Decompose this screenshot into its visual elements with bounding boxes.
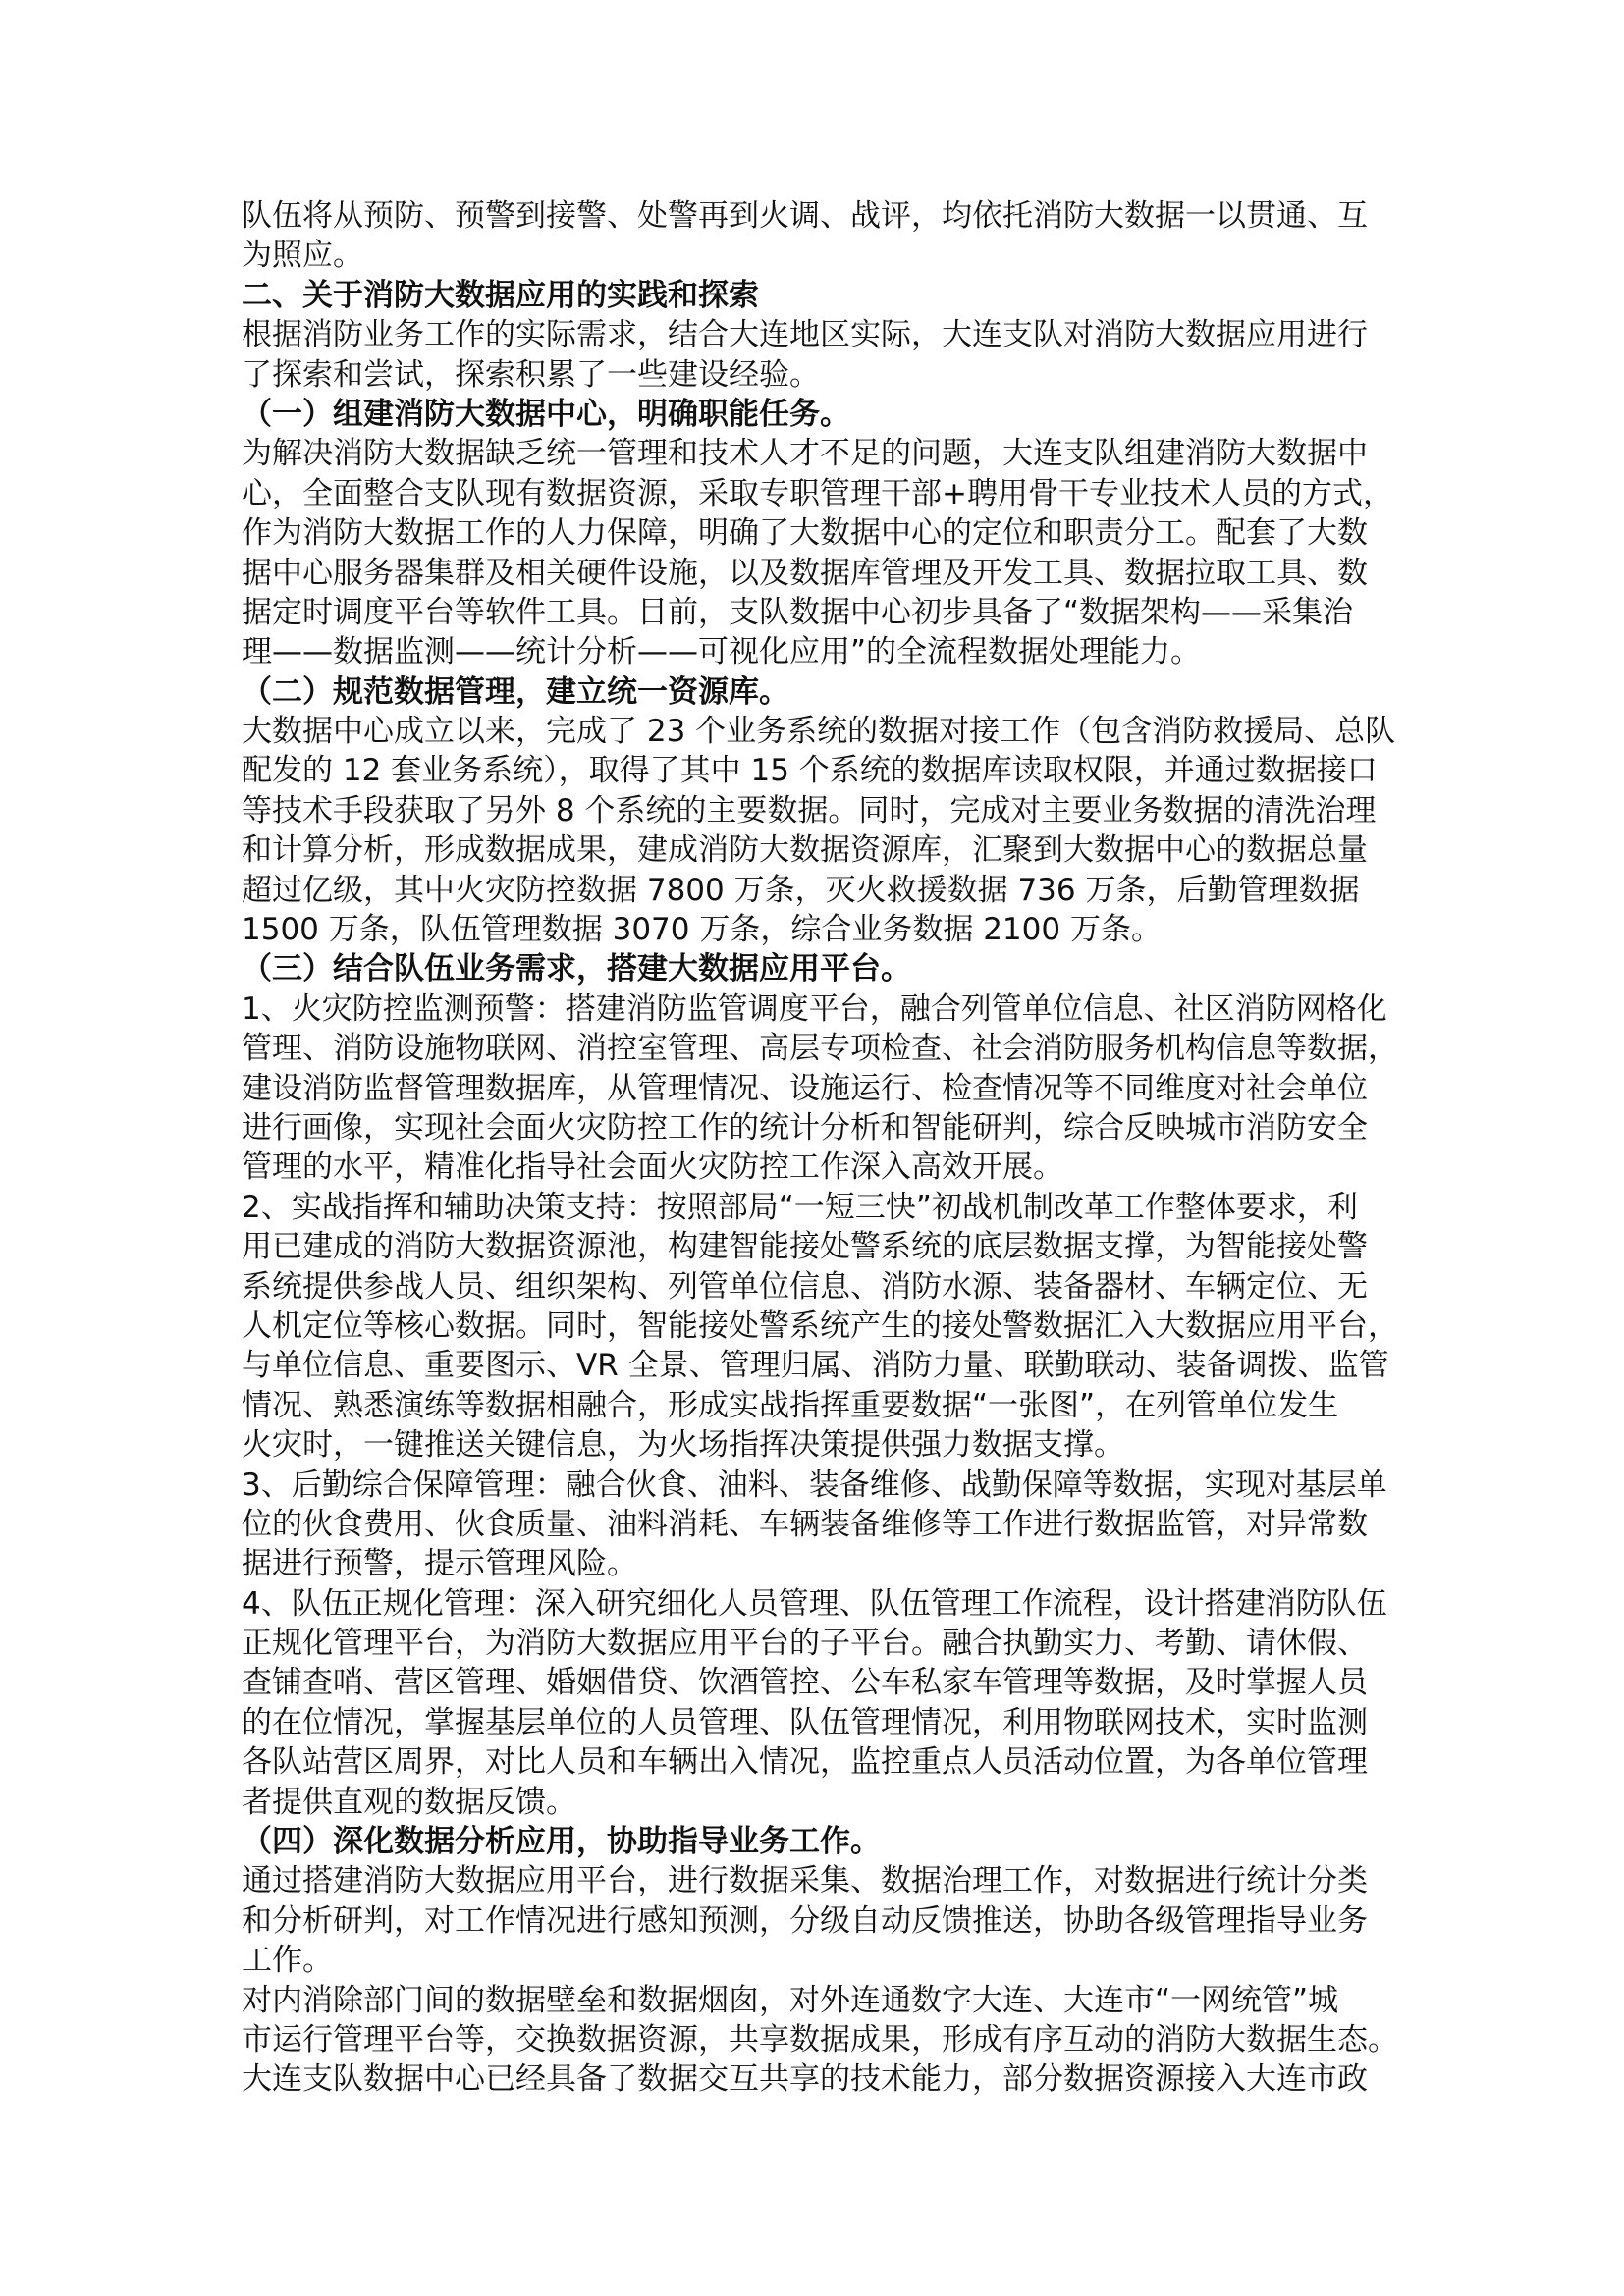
text-line: 了探索和尝试，探索积累了一些建设经验。 [242, 356, 820, 393]
text-line: 等技术手段获取了另外 8 个系统的主要数据。同时，完成对主要业务数据的清洗治理 [242, 792, 1377, 828]
text-line: 与单位信息、重要图示、VR 全景、管理归属、消防力量、联勤联动、装备调拨、监管 [242, 1348, 1389, 1384]
text-line: 据进行预警，提示管理风险。 [242, 1546, 637, 1582]
text-line: 的在位情况，掌握基层单位的人员管理、队伍管理情况，利用物联网技术，实时监测 [242, 1704, 1368, 1740]
section-heading: （一）组建消防大数据中心，明确职能任务。 [242, 396, 850, 432]
text-line: 心，全面整合支队现有数据资源，采取专职管理干部+聘用骨干专业技术人员的方式， [242, 475, 1393, 511]
text-line: 队伍将从预防、预警到接警、处警再到火调、战评，均依托消防大数据一以贯通、互 [242, 198, 1368, 234]
text-line: 配发的 12 套业务系统），取得了其中 15 个系统的数据库读取权限，并通过数据接口 [242, 753, 1378, 789]
text-line: 正规化管理平台，为消防大数据应用平台的子平台。融合执勤实力、考勤、请休假、 [242, 1626, 1368, 1662]
section-heading: （二）规范数据管理，建立统一资源库。 [242, 673, 789, 710]
text-line: 为解决消防大数据缺乏统一管理和技术人才不足的问题，大连支队组建消防大数据中 [242, 436, 1368, 472]
section-heading: 二、关于消防大数据应用的实践和探索 [242, 277, 759, 313]
text-line: 管理、消防设施物联网、消控室管理、高层专项检查、社会消防服务机构信息等数据， [242, 1031, 1398, 1067]
text-line: 管理的水平，精准化指导社会面火灾防控工作深入高效开展。 [242, 1149, 1063, 1186]
text-line: 者提供直观的数据反馈。 [242, 1784, 576, 1820]
text-line: 工作。 [242, 1943, 333, 1979]
text-line: 位的伙食费用、伙食质量、油料消耗、车辆装备维修等工作进行数据监管，对异常数 [242, 1506, 1368, 1542]
text-line: 建设消防监督管理数据库，从管理情况、设施运行、检查情况等不同维度对社会单位 [242, 1070, 1368, 1106]
text-line: 理——数据监测——统计分析——可视化应用”的全流程数据处理能力。 [242, 634, 1202, 670]
text-line: 为照应。 [242, 238, 363, 274]
text-line: 系统提供参战人员、组织架构、列管单位信息、消防水源、装备器材、车辆定位、无 [242, 1268, 1368, 1305]
text-line: 大数据中心成立以来，完成了 23 个业务系统的数据对接工作（包含消防救援局、总队 [242, 714, 1396, 750]
text-line: 进行画像，实现社会面火灾防控工作的统计分析和智能研判，综合反映城市消防安全 [242, 1109, 1368, 1146]
text-line: 3、后勤综合保障管理：融合伙食、油料、装备维修、战勤保障等数据，实现对基层单 [242, 1467, 1387, 1503]
text-line: 2、实战指挥和辅助决策支持：按照部局“一短三快”初战机制改革工作整体要求，利 [242, 1189, 1358, 1225]
text-line: 和计算分析，形成数据成果，建成消防大数据资源库，汇聚到大数据中心的数据总量 [242, 832, 1368, 869]
text-line: 市运行管理平台等，交换数据资源，共享数据成果，形成有序互动的消防大数据生态。 [242, 2021, 1398, 2057]
text-line: 通过搭建消防大数据应用平台，进行数据采集、数据治理工作，对数据进行统计分类 [242, 1863, 1368, 1899]
text-line: 火灾时，一键推送关键信息，为火场指挥决策提供强力数据支撑。 [242, 1427, 1124, 1464]
text-line: 用已建成的消防大数据资源池，构建智能接处警系统的底层数据支撑，为智能接处警 [242, 1229, 1368, 1265]
text-line: 超过亿级，其中火灾防控数据 7800 万条，灭火救援数据 736 万条，后勤管理数据 [242, 872, 1360, 908]
document-body [242, 196, 1398, 2100]
section-heading: （四）深化数据分析应用，协助指导业务工作。 [242, 1824, 881, 1860]
text-line: 据中心服务器集群及相关硬件设施，以及数据库管理及开发工具、数据拉取工具、数 [242, 555, 1368, 591]
text-line: 和分析研判，对工作情况进行感知预测，分级自动反馈推送，协助各级管理指导业务 [242, 1902, 1368, 1939]
text-line: 查铺查哨、营区管理、婚姻借贷、饮酒管控、公车私家车管理等数据，及时掌握人员 [242, 1665, 1368, 1701]
text-line: 1、火灾防控监测预警：搭建消防监管调度平台，融合列管单位信息、社区消防网格化 [242, 990, 1387, 1027]
section-heading: （三）结合队伍业务需求，搭建大数据应用平台。 [242, 951, 911, 988]
text-line: 大连支队数据中心已经具备了数据交互共享的技术能力，部分数据资源接入大连市政 [242, 2061, 1368, 2098]
text-line: 4、队伍正规化管理：深入研究细化人员管理、队伍管理工作流程，设计搭建消防队伍 [242, 1585, 1387, 1622]
text-line: 作为消防大数据工作的人力保障，明确了大数据中心的定位和职责分工。配套了大数 [242, 515, 1368, 552]
text-line: 据定时调度平台等软件工具。目前，支队数据中心初步具备了“数据架构——采集治 [242, 594, 1354, 630]
text-line: 情况、熟悉演练等数据相融合，形成实战指挥重要数据“一张图”，在列管单位发生 [242, 1387, 1339, 1423]
text-line: 人机定位等核心数据。同时，智能接处警系统产生的接处警数据汇入大数据应用平台， [242, 1308, 1398, 1344]
text-line: 根据消防业务工作的实际需求，结合大连地区实际，大连支队对消防大数据应用进行 [242, 317, 1368, 353]
text-line: 对内消除部门间的数据壁垒和数据烟囱，对外连通数字大连、大连市“一网统管”城 [242, 1982, 1339, 2018]
text-line: 各队站营区周界，对比人员和车辆出入情况，监控重点人员活动位置，为各单位管理 [242, 1744, 1368, 1781]
text-line: 1500 万条，队伍管理数据 3070 万条，综合业务数据 2100 万条。 [242, 912, 1162, 948]
